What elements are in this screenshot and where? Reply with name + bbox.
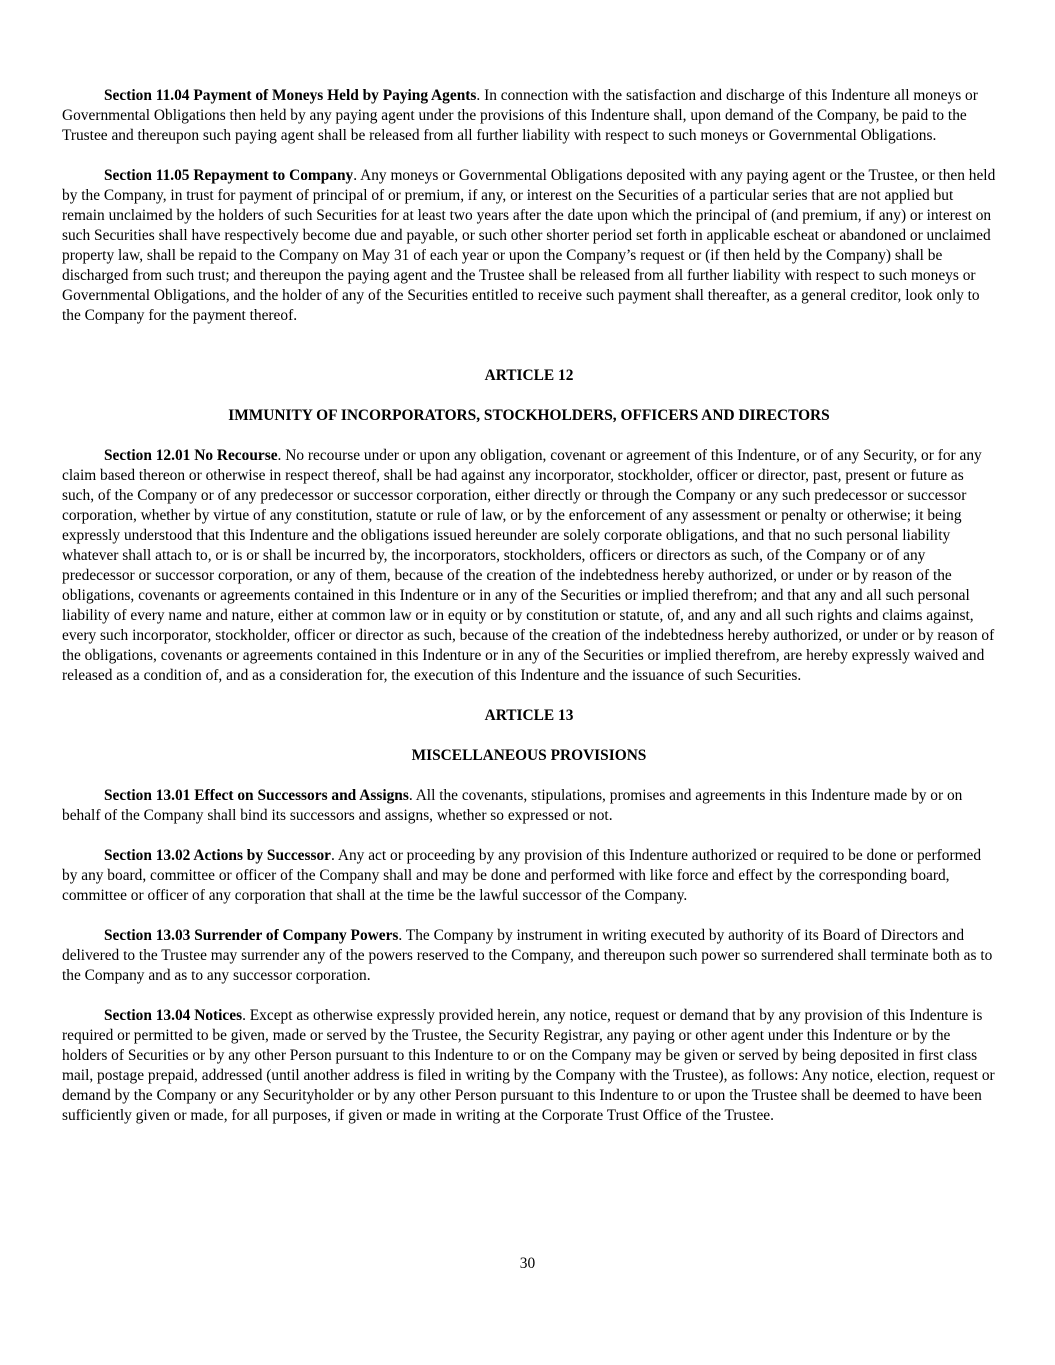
section-body: . No recourse under or upon any obligation, covenant or agreement of this Indenture, or of any Security, or for any claim based thereon or otherwise in respect thereof, shall be had against any incorporator, stockholder, officer or director, past, present or future as such, of the Company or of any predecessor or successor corporation, either directly or through the Company or any such predecessor or successor corporation, whether by virtue of any constitution, statute or rule of law, or by the enforcement of any assessment or penalty or otherwise; it being expressly understood that this Indenture and the obligations issued hereunder are solely corporate obligations, and that no such personal liability whatever shall attach to, or is or shall be incurred by, the incorporators, stockholders, officers or directors as such, of the Company or of any predecessor or successor corporation, or any of them, because of the creation of the indebtedness hereby authorized, or under or by reason of the obligations, covenants or agreements contained in this Indenture or in any of the Securities or implied therefrom; and that any and all such personal liability of every name and nature, either at common law or in equity or by constitution or statute, of, and any and all such rights and claims against, every such incorporator, stockholder, officer or director as such, because of the creation of the indebtedness hereby authorized, or under or by reason of the obligations, covenants or agreements contained in this Indenture or in any of the Securities or implied therefrom, are hereby expressly waived and released as a condition of, and as a consideration for, the execution of this Indenture and the issuance of such Securities. [62,447,995,684]
section-body: . Any act or proceeding by any provision of this Indenture authorized or required to be done or performed by any board, committee or officer of the Company shall and may be done and performed with like force and effect by the corresponding board, committee or officer of any corporation that shall at the time be the lawful successor of the Company. [62,847,982,904]
section-body: . In connection with the satisfaction and discharge of this Indenture all moneys or Governmental Obligations then held by any paying agent under the provisions of this Indenture shall, upon demand of the Company, be paid to the Trustee and thereupon such paying agent shall be released from all further liability with respect to such moneys or Governmental Obligations. [62,87,978,144]
section-11-04 [62,86,996,146]
section-heading: Section 13.04 Notices [104,1007,243,1024]
section-11-05 [62,166,996,326]
document-page [62,86,996,1146]
section-body: . Except as otherwise expressly provided herein, any notice, request or demand that by any provision of this Indenture is required or permitted to be given, made or served by the Trustee, the Security Registrar, any paying or other agent under this Indenture or by the holders of Securities or by any other Person pursuant to this Indenture to or on the Company may be given or served by being deposited in first class mail, postage prepaid, addressed (until another address is filed in writing by the Company with the Trustee), as follows: Any notice, election, request or demand by the Company or any Securityholder or by any other Person pursuant to this Indenture to or upon the Trustee shall be deemed to have been sufficiently given or made, for all purposes, if given or made in writing at the Corporate Trust Office of the Trustee. [62,1007,995,1124]
section-13-03 [62,926,996,986]
article-13-title: MISCELLANEOUS PROVISIONS [411,747,647,764]
section-heading: Section 12.01 No Recourse [104,447,278,464]
section-body: . The Company by instrument in writing executed by authority of its Board of Directors and delivered to the Trustee may surrender any of the powers reserved to the Company, and thereupon such power so surrendered shall terminate both as to the Company and as to any successor corporation. [62,927,993,984]
section-heading: Section 11.04 Payment of Moneys Held by Paying Agents [104,87,477,104]
section-heading: Section 13.03 Surrender of Company Powers [104,927,399,944]
section-13-02 [62,846,996,906]
section-13-04 [62,1006,996,1126]
section-body: . All the covenants, stipulations, promises and agreements in this Indenture made by or on behalf of the Company shall bind its successors and assigns, whether so expressed or not. [62,787,963,824]
section-13-01 [62,786,996,826]
page-number: 30 [519,1255,536,1272]
section-heading: Section 13.02 Actions by Successor [104,847,332,864]
section-heading: Section 13.01 Effect on Successors and Assigns [104,787,409,804]
article-12-number: ARTICLE 12 [484,367,574,384]
section-12-01 [62,446,996,686]
article-13-number: ARTICLE 13 [484,707,574,724]
article-12-title: IMMUNITY OF INCORPORATORS, STOCKHOLDERS, OFFICERS AND DIRECTORS [228,407,830,424]
section-heading: Section 11.05 Repayment to Company [104,167,354,184]
section-body: . Any moneys or Governmental Obligations deposited with any paying agent or the Trustee, or then held by the Company, in trust for payment of principal of or premium, if any, or interest on the Securities of a particular series that are not applied but remain unclaimed by the holders of such Securities for at least two years after the date upon which the principal of (and premium, if any) or interest on such Securities shall have respectively become due and payable, or such other shorter period set forth in applicable escheat or abandoned or unclaimed property law, shall be repaid to the Company on May 31 of each year or upon the Company’s request or (if then held by the Company) shall be discharged from such trust; and thereupon the paying agent and the Trustee shall be released from all further liability with respect to such moneys or Governmental Obligations, and the holder of any of the Securities entitled to receive such payment shall thereafter, as a general creditor, look only to the Company for the payment thereof. [62,167,996,324]
